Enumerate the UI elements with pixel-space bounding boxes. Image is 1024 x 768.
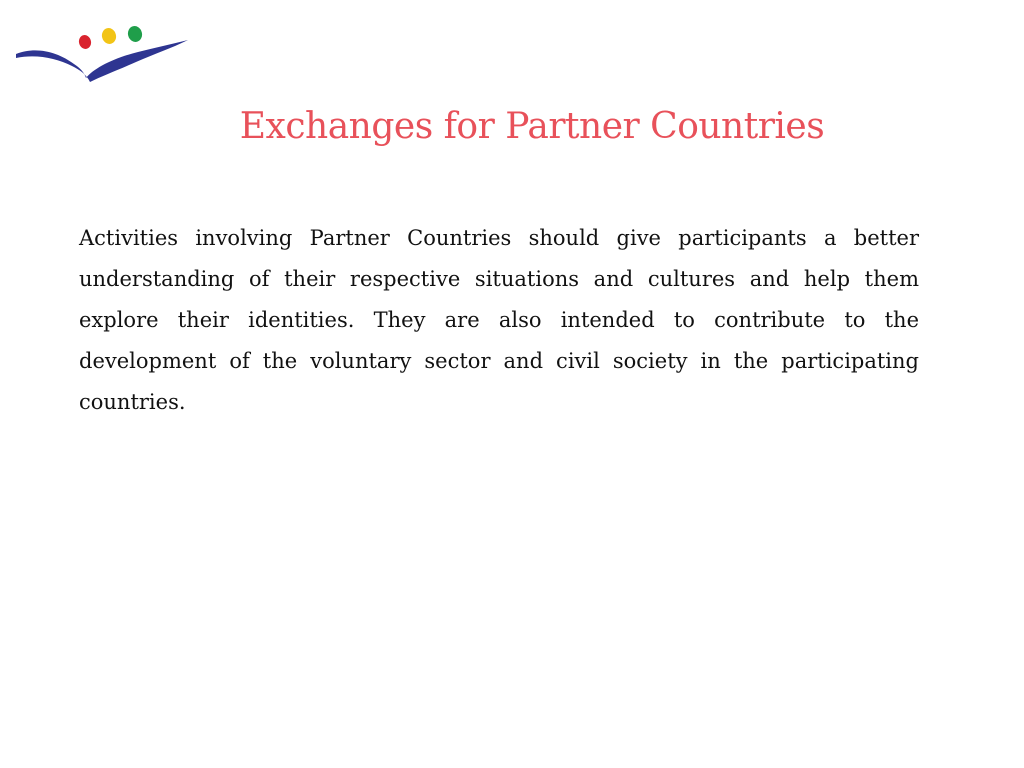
- bird-logo-icon: [14, 22, 190, 88]
- logo-yellow-dot: [100, 26, 118, 45]
- slide-title: Exchanges for Partner Countries: [239, 106, 825, 147]
- logo-red-dot: [77, 34, 92, 51]
- slide-body-text: Activities involving Partner Countries should give participants a better understanding of their respective situations and cultures and help them explore their identities. They are also intended to contribute to the development of the voluntary sector and civil society in the participating countries.: [79, 226, 919, 414]
- logo-green-dot: [126, 24, 144, 43]
- logo-wing-shape: [16, 40, 188, 82]
